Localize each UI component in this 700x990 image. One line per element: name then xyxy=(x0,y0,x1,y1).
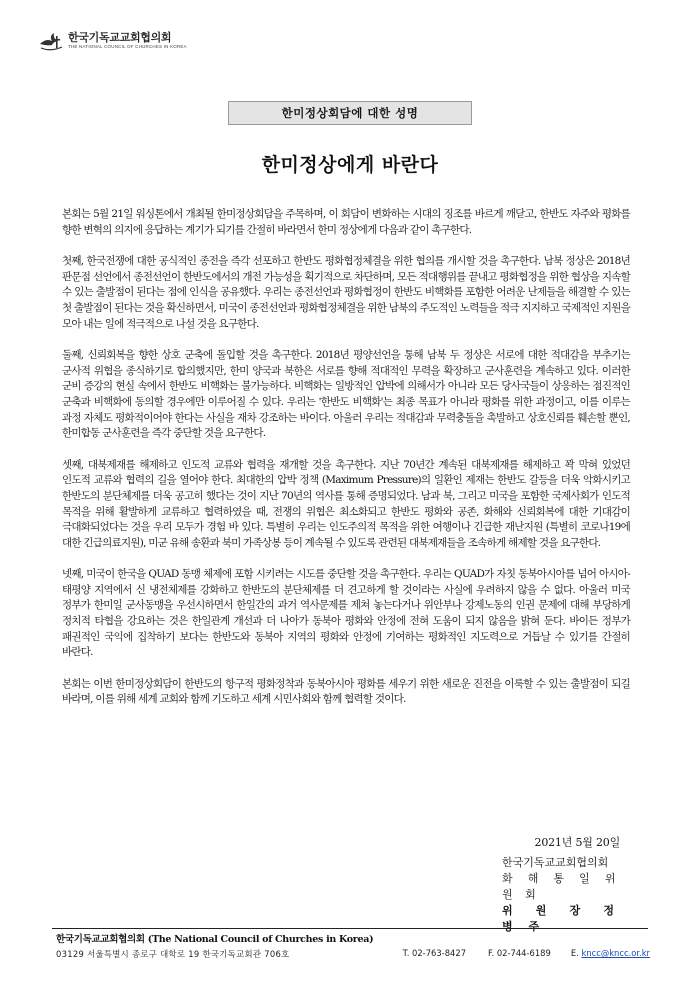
footer-org-name: 한국기독교교회협의회 (The National Council of Churches in Korea) xyxy=(56,934,374,945)
footer-email-label: E. xyxy=(570,948,579,958)
signature-org: 한국기독교교회협의회 xyxy=(502,856,609,869)
paragraph-first: 첫째, 한국전쟁에 대한 공식적인 종전을 즉각 선포하고 한반도 평화협정체결을 위한 협의를 개시할 것을 촉구한다. 남북 정상은 2018년 판문점 선언에서 종전선언이 한반도에서의 개전 가능성을 획기적으로 차단하며, 모든 적대행위를 끝내고 평화협정을 위한 협상을 지속할 수 있는 출발점이 된다는 점에 인식을 공유했다. 우리는 종전선언과 평화협정이 한반도 비핵화를 포함한 어려운 난제들을 해결할 수 있는 첫 출발점이 된다는 것을 확신하면서, 미국이 종전선언과 평화협정체결을 위한 남북의 주도적인 노력들을 적극 지지하고 국제적인 지원을 모아 내는 일에 적극적으로 나설 것을 요구한다. xyxy=(62,255,630,330)
signature-block xyxy=(502,855,620,935)
footer-contact xyxy=(56,948,650,960)
paragraph-second: 둘째, 신뢰회복을 향한 상호 군축에 돌입할 것을 촉구한다. 2018년 평양선언을 통해 남북 두 정상은 서로에 대한 적대감을 부추기는 군사적 위협을 종식하기로 합의했지만, 한미 양국과 북한은 서로를 향해 적대적인 무력을 확장하고 군사훈련을 계속하고 있다. 이러한 군비 증강의 현실 속에서 한반도 비핵화는 불가능하다. 비핵화는 일방적인 압박에 의해서가 아니라 모든 당사국들이 상응하는 점진적인 군축과 비핵화에 동의할 경우에만 이루어질 수 있다. 우리는 '한반도 비핵화'는 최종 목표가 아니라 평화를 위한 과정이고, 이를 이루는 과정 자체도 평화적이어야 한다는 사실을 재차 강조하는 바이다. 아울러 우리는 적대감과 무력충돌을 촉발하고 상호신뢰를 훼손할 뿐인, 한미합동 군사훈련을 즉각 중단할 것을 요구한다. xyxy=(62,349,630,440)
footer-tel: T. 02-763-8427 xyxy=(402,948,467,958)
document-subtitle: 한미정상회담에 대한 성명 xyxy=(281,106,419,120)
subtitle-box xyxy=(228,101,472,125)
paragraph-third: 셋째, 대북제재를 해제하고 인도적 교류와 협력을 재개할 것을 촉구한다. 지난 70년간 계속된 대북제재를 해제하고 꽉 막혀 있었던 인도적 교류와 협력의 길을 열어야 한다. 최대한의 압박 정책 (Maximum Pressure)의 일환인 제재는 한반도 갈등을 더욱 악화시키고 한반도의 분단체제를 더욱 공고히 했다는 것이 지난 70년의 역사를 통해 증명되었다. 남과 북, 그리고 미국을 포함한 국제사회가 인도적 목적을 위해 활발하게 교류하고 협력하였을 때, 전쟁의 위협은 최소화되고 한반도 평화와 공존, 화해와 신뢰회복에 대한 기대감이 극대화되었다는 것을 우리 모두가 경험 바 있다. 특별히 우리는 인도주의적 목적을 위한 여행이나 긴급한 재난지원 (특별히 코로나19에 대한 긴급의료지원), 미군 유해 송환과 북미 가족상봉 등이 계속될 수 있도록 관련된 대북제재들을 조속하게 해제할 것을 요구한다. xyxy=(62,458,630,549)
paragraph-intro: 본회는 5월 21일 워싱톤에서 개최될 한미정상회담을 주목하며, 이 회담이 변화하는 시대의 징조를 바르게 깨닫고, 한반도 자주와 평화를 향한 변혁의 의지에 응답하는 계기가 되기를 간절히 바라면서 한미 정상에게 다음과 같이 촉구한다. xyxy=(62,208,630,236)
footer-divider xyxy=(52,928,648,929)
paragraph-closing: 본회는 이번 한미정상회담이 한반도의 항구적 평화정착과 동북아시아 평화를 세우기 위한 새로운 진전을 이룩할 수 있는 출발점이 되길 바라며, 이를 위해 세계 교회와 함께 기도하고 세계 시민사회와 함께 협력할 것이다. xyxy=(62,677,630,706)
header-logo xyxy=(38,30,187,52)
signature-chair: 위 원 장 정 병 주 xyxy=(502,904,620,933)
footer-fax: F. 02-744-6189 xyxy=(488,948,551,958)
org-name-ko: 한국기독교교회협의회 xyxy=(68,31,172,44)
footer-address: 03129 서울특별시 종로구 대학로 19 한국기독교회관 706호 xyxy=(56,949,290,959)
signature-committee: 화 해 통 일 위 원 회 xyxy=(502,872,620,901)
org-name-en: THE NATIONAL COUNCIL OF CHURCHES IN KOREA xyxy=(68,44,187,49)
document-date: 2021년 5월 20일 xyxy=(534,836,620,849)
document-body xyxy=(62,207,630,724)
footer-email-link[interactable]: kncc@kncc.or.kr xyxy=(581,948,650,958)
footer-email xyxy=(571,948,650,960)
paragraph-fourth: 넷째, 미국이 한국을 QUAD 동맹 체제에 포함 시키려는 시도를 중단할 것을 촉구한다. 우리는 QUAD가 자칫 동북아시아를 넘어 아시아-태평양 지역에서 신 냉전체제를 강화하고 한반도의 분단체제를 더 견고하게 할 것이라는 사실에 우려하지 않을 수 없다. 아울러 미국 정부가 한미일 군사동맹을 우선시하면서 한일간의 과거 역사문제를 제쳐 놓는다거나 위안부나 강제노동의 인권 문제에 대해 부당하게 정치적 타협을 강요하는 것은 한일관계 개선과 더 나아가 동북아 평화와 안정에 전혀 도움이 되지 않음을 밝혀 둔다. 바이든 정부가 패권적인 국익에 집착하기 보다는 한반도와 동북아 지역의 평화와 안정에 기여하는 평화적인 지도력으로 거듭날 수 있기를 간절히 바란다. xyxy=(62,568,630,659)
dove-cross-icon xyxy=(38,30,64,52)
document-title: 한미정상에게 바란다 xyxy=(261,154,439,176)
